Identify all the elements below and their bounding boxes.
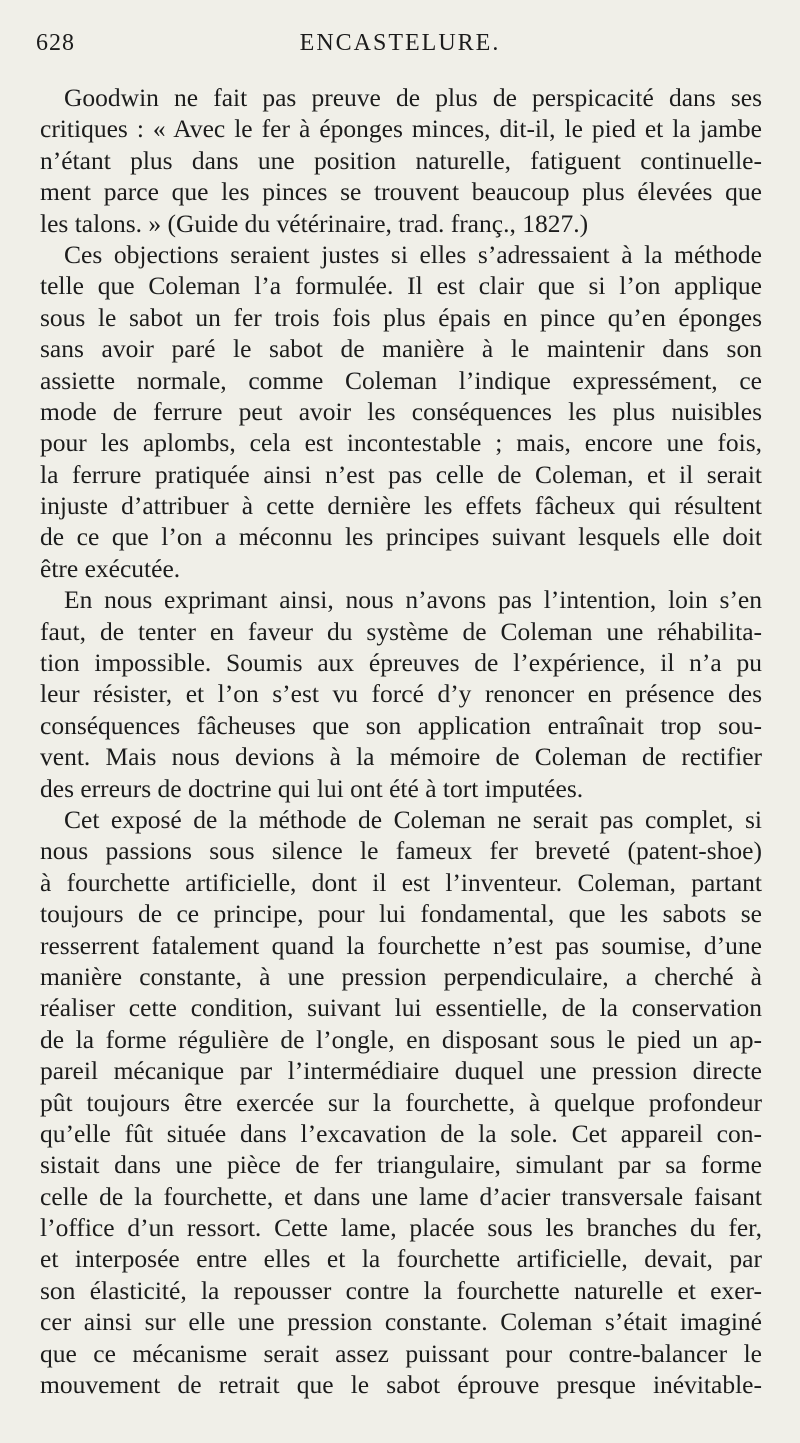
text-line: ment parce que les pinces se trouvent beaucoup plus élevées que xyxy=(40,177,762,207)
text-line: qu’elle fût située dans l’excavation de la sole. Cet appareil con- xyxy=(40,1118,762,1148)
text-line: mode de ferrure peut avoir les conséquences les plus nuisibles xyxy=(40,396,762,426)
page-header xyxy=(36,30,764,62)
body-text xyxy=(40,82,762,1400)
text-line: sous le sabot un fer trois fois plus épais en pince qu’en éponges xyxy=(40,302,762,332)
text-line: de ce que l’on a méconnu les principes suivant lesquels elle doit xyxy=(40,522,762,552)
text-line: manière constante, à une pression perpendiculaire, a cherché à xyxy=(40,961,762,991)
text-line: être exécutée. xyxy=(40,553,181,583)
text-line: leur résister, et l’on s’est vu forcé d’y renoncer en présence des xyxy=(40,679,762,709)
text-line: à fourchette artificielle, dont il est l’inventeur. Coleman, partant xyxy=(40,867,762,897)
text-line: réaliser cette condition, suivant lui essentielle, de la conservation xyxy=(40,993,762,1023)
text-line: celle de la fourchette, et dans une lame d’acier transversale faisant xyxy=(40,1181,762,1211)
text-line: vent. Mais nous devions à la mémoire de Coleman de rectifier xyxy=(40,742,762,772)
running-head: ENCASTELURE. xyxy=(299,30,501,56)
text-line: Goodwin ne fait pas preuve de plus de perspicacité dans ses xyxy=(64,83,762,112)
text-line: critiques : « Avec le fer à éponges minces, dit-il, le pied et la jambe xyxy=(40,114,762,144)
text-line: sistait dans une pièce de fer triangulaire, simulant par sa forme xyxy=(40,1150,762,1180)
text-line: faut, de tenter en faveur du système de Coleman une réhabilita- xyxy=(40,616,762,646)
text-line: pût toujours être exercée sur la fourchette, à quelque profondeur xyxy=(40,1087,762,1117)
text-line: assiette normale, comme Coleman l’indique expressément, ce xyxy=(40,365,762,395)
text-line: resserrent fatalement quand la fourchette n’est pas soumise, d’une xyxy=(40,930,762,960)
text-line: que ce mécanisme serait assez puissant pour contre-balancer le xyxy=(40,1338,762,1368)
text-line: les talons. » (Guide du vétérinaire, trad. franç., 1827.) xyxy=(40,208,589,238)
text-line: Ces objections seraient justes si elles s’adressaient à la méthode xyxy=(64,239,762,269)
text-line: la ferrure pratiquée ainsi n’est pas celle de Coleman, et il serait xyxy=(40,459,762,489)
text-line: conséquences fâcheuses que son application entraînait trop sou- xyxy=(40,710,762,740)
text-line: sans avoir paré le sabot de manière à le maintenir dans son xyxy=(40,334,762,364)
page-number: 628 xyxy=(36,30,75,56)
text-line: l’office d’un ressort. Cette lame, placée sous les branches du fer, xyxy=(40,1213,762,1243)
text-line: injuste d’attribuer à cette dernière les effets fâcheux qui résultent xyxy=(40,491,762,521)
text-line: pour les aplombs, cela est incontestable ; mais, encore une fois, xyxy=(40,428,762,458)
text-line: de la forme régulière de l’ongle, en disposant sous le pied un ap- xyxy=(40,1024,762,1054)
text-line: toujours de ce principe, pour lui fondamental, que les sabots se xyxy=(40,899,762,929)
text-line: En nous exprimant ainsi, nous n’avons pas l’intention, loin s’en xyxy=(64,585,762,615)
text-line: et interposée entre elles et la fourchette artificielle, devait, par xyxy=(40,1244,762,1274)
text-line: des erreurs de doctrine qui lui ont été à tort imputées. xyxy=(40,773,584,803)
text-line: son élasticité, la repousser contre la fourchette naturelle et exer- xyxy=(40,1275,762,1305)
text-line: Cet exposé de la méthode de Coleman ne serait pas complet, si xyxy=(64,804,762,834)
text-line: cer ainsi sur elle une pression constante. Coleman s’était imaginé xyxy=(40,1307,762,1337)
text-line: mouvement de retrait que le sabot éprouve presque inévitable- xyxy=(40,1370,762,1400)
text-line: nous passions sous silence le fameux fer breveté (patent-shoe) xyxy=(40,836,762,866)
text-line: tion impossible. Soumis aux épreuves de l’expérience, il n’a pu xyxy=(40,648,762,678)
text-line: telle que Coleman l’a formulée. Il est clair que si l’on applique xyxy=(40,271,762,301)
text-line: pareil mécanique par l’intermédiaire duquel une pression directe xyxy=(40,1056,762,1086)
text-line: n’étant plus dans une position naturelle, fatiguent continuelle- xyxy=(40,145,762,175)
